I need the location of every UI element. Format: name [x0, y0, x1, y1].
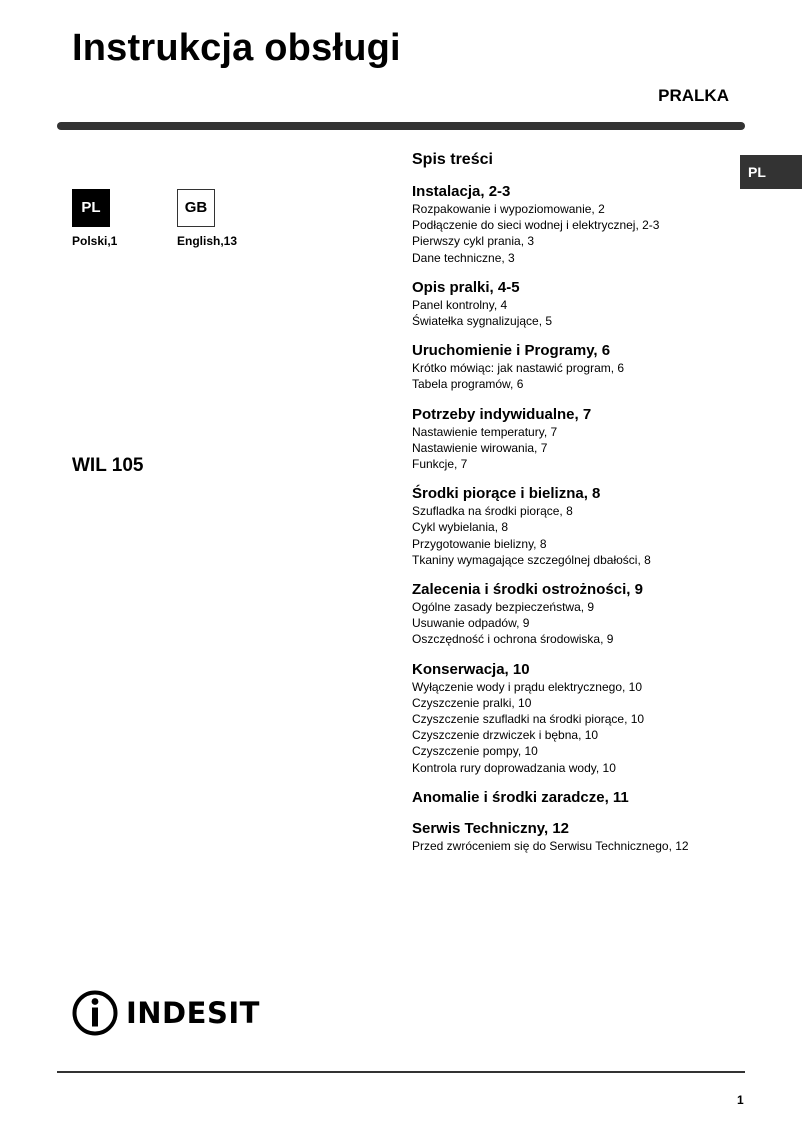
toc-item[interactable]: Czyszczenie pralki, 10 — [412, 695, 532, 710]
table-of-contents — [412, 150, 742, 866]
toc-section-title[interactable]: Instalacja, 2-3 — [412, 183, 511, 200]
language-code-pl: PL — [72, 189, 110, 227]
toc-item[interactable]: Funkcje, 7 — [412, 457, 468, 472]
toc-section — [412, 341, 742, 392]
toc-item[interactable]: Tabela programów, 6 — [412, 377, 524, 392]
language-option-gb[interactable] — [177, 189, 237, 248]
toc-section — [412, 278, 742, 329]
toc-item[interactable]: Cykl wybielania, 8 — [412, 520, 509, 535]
toc-item[interactable]: Podłączenie do sieci wodnej i elektrycznej, 2-3 — [412, 218, 660, 233]
toc-item[interactable]: Rozpakowanie i wypoziomowanie, 2 — [412, 202, 605, 216]
toc-section — [412, 484, 742, 568]
toc-sections — [412, 182, 742, 854]
toc-item[interactable]: Czyszczenie pompy, 10 — [412, 744, 538, 759]
toc-item[interactable]: Krótko mówiąc: jak nastawić program, 6 — [412, 361, 625, 376]
toc-item[interactable]: Światełka sygnalizujące, 5 — [412, 314, 553, 329]
toc-item[interactable]: Kontrola rury doprowadzania wody, 10 — [412, 760, 616, 775]
toc-section — [412, 819, 742, 854]
bottom-divider — [57, 1071, 745, 1073]
toc-item[interactable]: Pierwszy cykl prania, 3 — [412, 234, 535, 249]
language-code-gb: GB — [177, 189, 215, 227]
toc-item[interactable]: Wyłączenie wody i prądu elektrycznego, 10 — [412, 679, 643, 694]
toc-item[interactable]: Nastawienie wirowania, 7 — [412, 440, 548, 455]
language-side-tab: PL — [740, 155, 802, 189]
toc-section-title[interactable]: Konserwacja, 10 — [412, 660, 530, 678]
toc-item[interactable]: Ogólne zasady bezpieczeństwa, 9 — [412, 600, 595, 615]
toc-section-title[interactable]: Uruchomienie i Programy, 6 — [412, 342, 611, 360]
toc-item[interactable]: Szufladka na środki piorące, 8 — [412, 504, 573, 519]
page-number: 1 — [737, 1093, 744, 1107]
toc-item[interactable]: Tkaniny wymagające szczególnej dbałości, 8 — [412, 552, 651, 567]
toc-section — [412, 405, 742, 473]
document-title: Instrukcja obsługi — [72, 27, 401, 69]
toc-section — [412, 580, 742, 648]
toc-item[interactable]: Czyszczenie szufladki na środki piorące, 10 — [412, 712, 645, 727]
toc-section — [412, 660, 742, 776]
toc-item[interactable]: Przed zwróceniem się do Serwisu Technicznego, 12 — [412, 838, 689, 853]
product-type: PRALKA — [658, 86, 729, 105]
toc-item[interactable]: Usuwanie odpadów, 9 — [412, 616, 530, 631]
toc-section-title[interactable]: Potrzeby indywidualne, 7 — [412, 405, 592, 423]
brand-name: INDESIT — [126, 996, 260, 1030]
language-option-pl[interactable] — [72, 189, 117, 248]
toc-item[interactable]: Dane techniczne, 3 — [412, 250, 515, 265]
toc-item[interactable]: Czyszczenie drzwiczek i bębna, 10 — [412, 728, 599, 743]
brand-logo — [72, 988, 260, 1038]
toc-item[interactable]: Nastawienie temperatury, 7 — [412, 424, 558, 439]
toc-section — [412, 182, 742, 266]
toc-heading: Spis treści — [412, 151, 493, 168]
toc-section-title[interactable]: Serwis Techniczny, 12 — [412, 819, 570, 837]
toc-section-title[interactable]: Zalecenia i środki ostrożności, 9 — [412, 581, 643, 599]
language-label-pl: Polski,1 — [72, 234, 118, 248]
language-label-gb: English,13 — [177, 234, 238, 248]
toc-section-title[interactable]: Anomalie i środki zaradcze, 11 — [412, 788, 629, 806]
top-divider — [57, 122, 745, 130]
toc-item[interactable]: Panel kontrolny, 4 — [412, 297, 508, 312]
indesit-logo-icon — [72, 989, 118, 1037]
toc-item[interactable]: Przygotowanie bielizny, 8 — [412, 536, 547, 551]
toc-item[interactable]: Oszczędność i ochrona środowiska, 9 — [412, 632, 614, 647]
model-name: WIL 105 — [72, 455, 144, 476]
toc-section-title[interactable]: Opis pralki, 4-5 — [412, 278, 520, 296]
toc-section-title[interactable]: Środki piorące i bielizna, 8 — [412, 485, 601, 503]
toc-section — [412, 788, 742, 807]
